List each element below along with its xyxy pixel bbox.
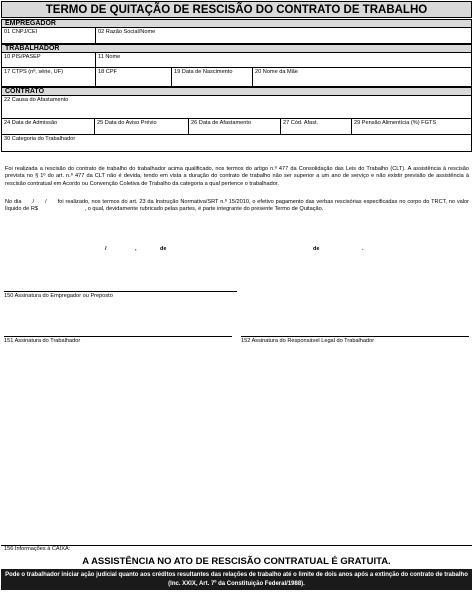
- field-data-admissao: 24 Data de Admissão: [1, 118, 95, 135]
- date-comma: ,: [135, 246, 137, 252]
- date-de-1: de: [160, 246, 167, 252]
- signature-line-responsavel: [241, 336, 469, 337]
- signature-line-trabalhador: [4, 336, 232, 337]
- caixa-label: 156 Informações à CAIXA:: [4, 546, 71, 552]
- field-nome-mae: 20 Nome da Mãe: [252, 67, 472, 87]
- section-header-trabalhador: TRABALHADOR: [1, 44, 472, 53]
- gratuita-notice: A ASSISTÊNCIA NO ATO DE RESCISÃO CONTRATUAL É GRATUITA.: [82, 556, 391, 567]
- field-nome: 11 Nome: [95, 52, 472, 68]
- date-dot: .: [362, 246, 364, 252]
- field-cnpj: 01 CNPJ/CEI: [1, 27, 96, 44]
- field-pensao-fgts: 29 Pensão Alimentícia (%) FGTS: [351, 118, 472, 135]
- legal-note: Pode o trabalhador iniciar ação judicial quanto aos créditos resultantes das relações de trabalho até o limite de dois anos após a extinção do contrato de trabalho (Inc. XXIX, Art. 7º da Constituição Federal/1988).: [1, 569, 472, 590]
- date-slash: /: [105, 246, 107, 252]
- field-data-nascimento: 19 Data de Nascimento: [171, 67, 253, 87]
- form-title: TERMO DE QUITAÇÃO DE RESCISÃO DO CONTRATO DE TRABALHO: [1, 1, 472, 18]
- signature-responsavel-label: 152 Assinatura do Responsável Legal do Trabalhador: [241, 338, 375, 344]
- field-pis: 10 PIS/PASEP: [1, 52, 96, 68]
- caixa-top-line: [1, 545, 472, 546]
- signature-line-empregador: [4, 291, 237, 292]
- section-header-empregador: EMPREGADOR: [1, 19, 472, 28]
- field-categoria: 30 Categoria do Trabalhador: [1, 134, 472, 152]
- pagamento-paragraph: No dia / / foi realizado, nos termos do art. 23 da Instrução Normativa/SRT n.º 15/2010, o efetivo pagamento das verbas rescisórias especificadas no corpo do TRCT, no valor líquido de R$ , o qual, devidamente rubricado pelas partes, é parte integrante do presente Termo de Quitação.: [5, 199, 471, 213]
- field-causa-afastamento: 22 Causa do Afastamento: [1, 95, 472, 119]
- signature-empregador-label: 150 Assinatura do Empregador ou Preposto: [4, 293, 113, 299]
- signature-trabalhador-label: 151 Assinatura do Trabalhador: [4, 338, 81, 344]
- field-data-aviso-previo: 25 Data do Aviso Prévio: [94, 118, 189, 135]
- field-ctps: 17 CTPS (nº, série, UF): [1, 67, 96, 87]
- field-razao-social: 02 Razão Social/Nome: [95, 27, 472, 44]
- field-cod-afast: 27 Cód. Afast.: [280, 118, 352, 135]
- section-header-contrato: CONTRATO: [1, 87, 472, 96]
- rescisao-paragraph: Foi realizada a rescisão do contrato de trabalho do trabalhador acima qualificado, nos termos do artigo n.º 477 da Consolidação das Leis do Trabalho (CLT). A assistência à rescisão prevista no § 1º do art. n.º 477 da CLT não é devida, tendo em vista a duração do contrato de trabalho não ser superior a um ano de serviço e não existir previsão de assistência à rescisão contratual em Acordo ou Convenção Coletiva de Trabalho da categoria a qual pertence o trabalhador.: [5, 166, 469, 187]
- field-cpf: 18 CPF: [95, 67, 172, 87]
- field-data-afastamento: 26 Data de Afastamento: [188, 118, 281, 135]
- date-de-2: de: [313, 246, 320, 252]
